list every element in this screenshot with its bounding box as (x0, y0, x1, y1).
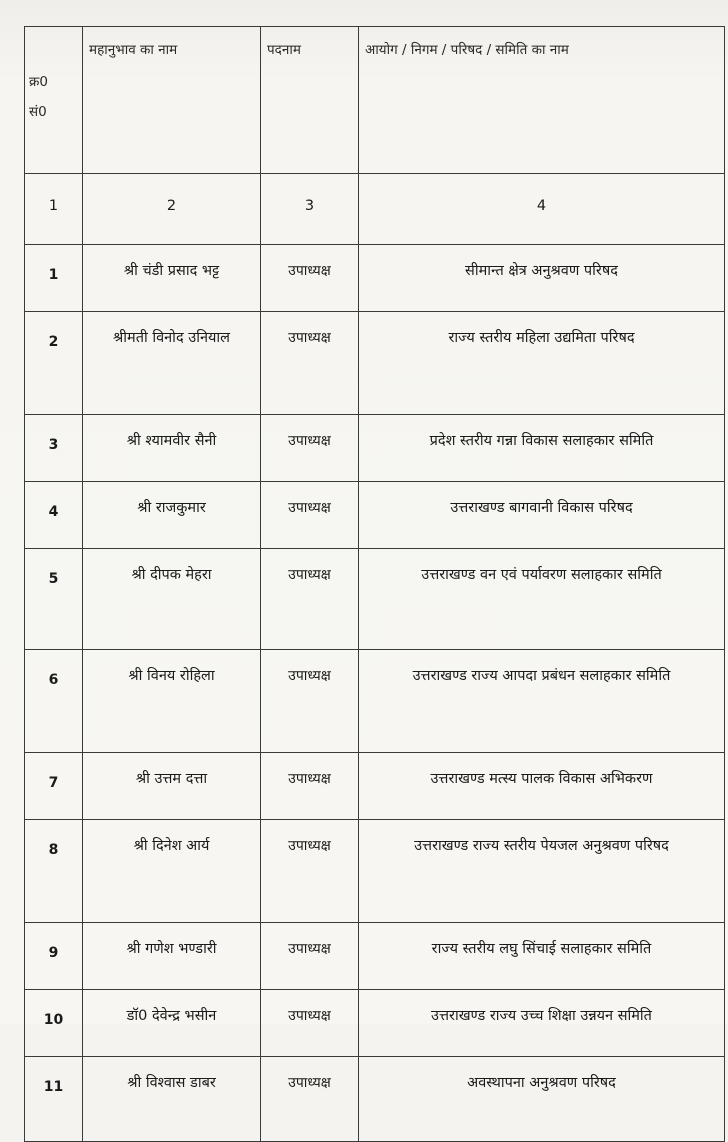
body-name-cell: राज्य स्तरीय महिला उद्यमिता परिषद (359, 312, 725, 415)
serial-number-cell: 11 (25, 1057, 83, 1142)
table-row (25, 1057, 725, 1142)
body-name-cell: राज्य स्तरीय लघु सिंचाई सलाहकार समिति (359, 923, 725, 990)
designation-cell: उपाध्यक्ष (261, 650, 359, 753)
table-row (25, 549, 725, 650)
serial-number-cell: 6 (25, 650, 83, 753)
serial-header-line-1: क्र0 (29, 74, 48, 90)
body-name-cell: उत्तराखण्ड राज्य आपदा प्रबंधन सलाहकार समिति (359, 650, 725, 753)
serial-number-cell: 7 (25, 753, 83, 820)
body-header: आयोग / निगम / परिषद / समिति का नाम (359, 27, 725, 174)
column-number-row (25, 174, 725, 245)
serial-number-cell: 3 (25, 415, 83, 482)
table-body (25, 245, 725, 1142)
serial-header-line-2: सं0 (29, 104, 47, 120)
name-cell: श्री गणेश भण्डारी (83, 923, 261, 990)
body-name-cell: अवस्थापना अनुश्रवण परिषद (359, 1057, 725, 1142)
name-cell: श्री उत्तम दत्ता (83, 753, 261, 820)
designation-cell: उपाध्यक्ष (261, 990, 359, 1057)
body-name-cell: उत्तराखण्ड राज्य उच्च शिक्षा उन्नयन समिति (359, 990, 725, 1057)
name-cell: श्री श्यामवीर सैनी (83, 415, 261, 482)
table-row (25, 990, 725, 1057)
designation-cell: उपाध्यक्ष (261, 753, 359, 820)
table-row (25, 753, 725, 820)
serial-number-cell: 8 (25, 820, 83, 923)
appointments-table (24, 26, 725, 1142)
body-name-cell: उत्तराखण्ड बागवानी विकास परिषद (359, 482, 725, 549)
designation-header: पदनाम (261, 27, 359, 174)
designation-cell: उपाध्यक्ष (261, 923, 359, 990)
body-name-cell: प्रदेश स्तरीय गन्ना विकास सलाहकार समिति (359, 415, 725, 482)
designation-cell: उपाध्यक्ष (261, 415, 359, 482)
designation-cell: उपाध्यक्ष (261, 312, 359, 415)
designation-cell: उपाध्यक्ष (261, 1057, 359, 1142)
table-row (25, 820, 725, 923)
name-cell: श्री दिनेश आर्य (83, 820, 261, 923)
name-cell: श्री चंडी प्रसाद भट्ट (83, 245, 261, 312)
table-row (25, 415, 725, 482)
serial-number-cell: 4 (25, 482, 83, 549)
column-number: 1 (25, 174, 83, 245)
name-cell: श्री विश्वास डाबर (83, 1057, 261, 1142)
table-row (25, 650, 725, 753)
table-row (25, 312, 725, 415)
column-number: 4 (359, 174, 725, 245)
serial-header (25, 27, 83, 174)
table-row (25, 245, 725, 312)
name-cell: श्रीमती विनोद उनियाल (83, 312, 261, 415)
designation-cell: उपाध्यक्ष (261, 549, 359, 650)
designation-cell: उपाध्यक्ष (261, 245, 359, 312)
name-cell: श्री राजकुमार (83, 482, 261, 549)
serial-number-cell: 5 (25, 549, 83, 650)
serial-number-cell: 10 (25, 990, 83, 1057)
name-cell: डॉ0 देवेन्द्र भसीन (83, 990, 261, 1057)
body-name-cell: उत्तराखण्ड मत्स्य पालक विकास अभिकरण (359, 753, 725, 820)
table-row (25, 482, 725, 549)
name-header: महानुभाव का नाम (83, 27, 261, 174)
name-cell: श्री दीपक मेहरा (83, 549, 261, 650)
table-row (25, 923, 725, 990)
column-number: 2 (83, 174, 261, 245)
body-name-cell: उत्तराखण्ड वन एवं पर्यावरण सलाहकार समिति (359, 549, 725, 650)
designation-cell: उपाध्यक्ष (261, 482, 359, 549)
serial-number-cell: 9 (25, 923, 83, 990)
body-name-cell: उत्तराखण्ड राज्य स्तरीय पेयजल अनुश्रवण परिषद (359, 820, 725, 923)
serial-number-cell: 1 (25, 245, 83, 312)
designation-cell: उपाध्यक्ष (261, 820, 359, 923)
name-cell: श्री विनय रोहिला (83, 650, 261, 753)
serial-number-cell: 2 (25, 312, 83, 415)
body-name-cell: सीमान्त क्षेत्र अनुश्रवण परिषद (359, 245, 725, 312)
header-row (25, 27, 725, 174)
column-number: 3 (261, 174, 359, 245)
